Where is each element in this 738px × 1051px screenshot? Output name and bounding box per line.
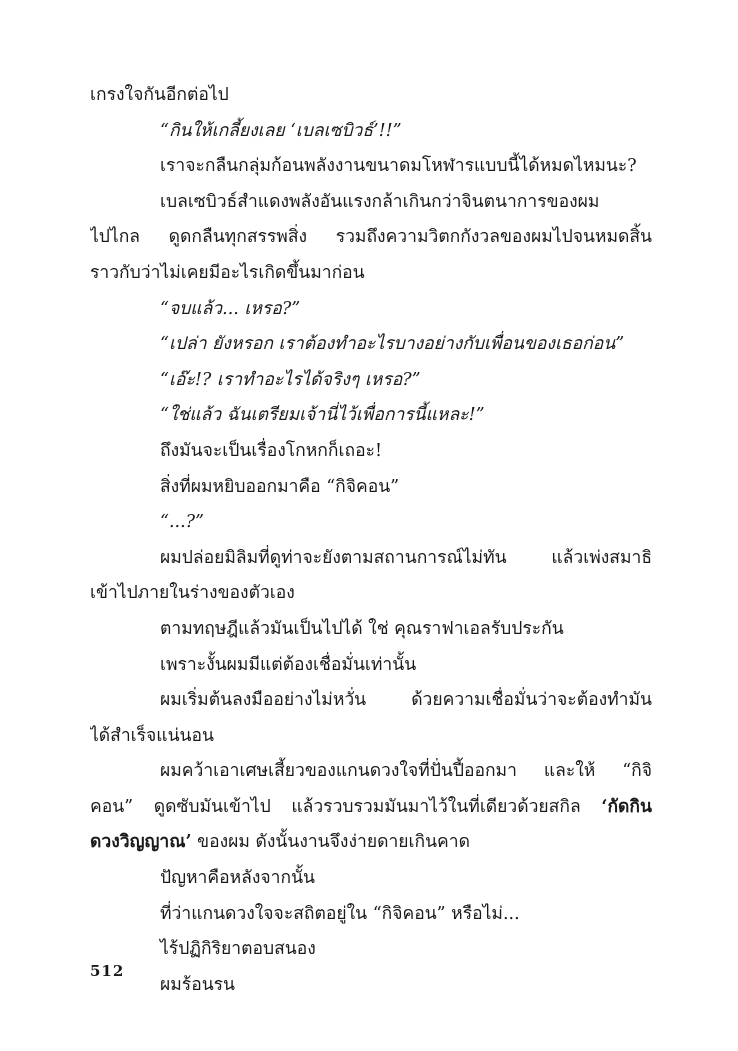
text-line: ผมคว้าเอาเศษเสี้ยวของแกนดวงใจที่ปั่นปี้ออกมา และให้ “กิจิ <box>160 761 652 782</box>
text-line: ได้สำเร็จแน่นอน <box>90 725 214 746</box>
text-line: เราจะกลืนกลุ่มก้อนพลังงานขนาดมโหฬารแบบนี้ได้หมดไหมนะ? <box>160 156 637 177</box>
text-line: ผมปล่อยมิลิมที่ดูท่าจะยังตามสถานการณ์ไม่ทัน แล้วเพ่งสมาธิ <box>160 547 652 568</box>
dialogue-line: “ใช่แล้ว ฉันเตรียมเจ้านี่ไว้เพื่อการนี้แหละ!” <box>160 405 485 426</box>
text-line: ที่ว่าแกนดวงใจจะสถิตอยู่ใน “กิจิคอน” หรือไม่... <box>160 903 520 924</box>
text-segment: คอน” ดูดซับมันเข้าไป แล้วรวบรวมมันมาไว้ในที่เดียวด้วยสกิล <box>90 796 581 817</box>
text-line: ไปไกล ดูดกลืนทุกสรรพสิ่ง รวมถึงความวิตกกังวลของผมไปจนหมดสิ้น <box>90 227 652 248</box>
text-line: ผมร้อนรน <box>160 974 236 995</box>
text-line: เกรงใจกันอีกต่อไป <box>90 85 229 105</box>
skill-name: ‘กัดกิน <box>601 796 652 817</box>
text-segment: ของผม ดังนั้นงานจึงง่ายดายเกินคาด <box>191 832 470 853</box>
dialogue-line: “กินให้เกลี้ยงเลย ‘เบลเซบิวธ์’!!” <box>160 120 402 141</box>
text-line: เบลเซบิวธ์สำแดงพลังอันแรงกล้าเกินกว่าจินตนาการของผม <box>160 191 600 212</box>
text-line: เพราะงั้นผมมีแต่ต้องเชื่อมั่นเท่านั้น <box>160 654 417 675</box>
dialogue-line: “เปล่า ยังหรอก เราต้องทำอะไรบางอย่างกับเพื่อนของเธอก่อน” <box>160 334 625 355</box>
text-line: ปัญหาคือหลังจากนั้น <box>160 868 316 889</box>
text-line: ถึงมันจะเป็นเรื่องโกหกก็เถอะ! <box>160 440 383 461</box>
text-line: ไร้ปฏิกิริยาตอบสนอง <box>160 939 316 960</box>
dialogue-line: “จบแล้ว... เหรอ?” <box>160 298 301 319</box>
text-line-with-skill <box>90 825 652 861</box>
dialogue-line: “เอ๊ะ!? เราทำอะไรได้จริงๆ เหรอ?” <box>160 369 421 390</box>
text-line: สิ่งที่ผมหยิบออกมาคือ “กิจิคอน” <box>160 476 400 497</box>
page-number: 512 <box>90 962 125 980</box>
text-line: เข้าไปภายในร่างของตัวเอง <box>90 583 295 604</box>
dialogue-line: “...?” <box>160 512 204 533</box>
text-line: ตามทฤษฎีแล้วมันเป็นไปได้ ใช่ คุณราฟาเอลรับประกัน <box>160 618 564 639</box>
text-line: ผมเริ่มต้นลงมืออย่างไม่หวั่น ด้วยความเชื่อมั่นว่าจะต้องทำมัน <box>160 690 652 711</box>
text-line: ราวกับว่าไม่เคยมีอะไรเกิดขึ้นมาก่อน <box>90 262 365 283</box>
skill-name: ดวงวิญญาณ’ <box>90 832 192 853</box>
text-line-with-skill <box>90 790 652 826</box>
book-page-text <box>90 78 652 1003</box>
